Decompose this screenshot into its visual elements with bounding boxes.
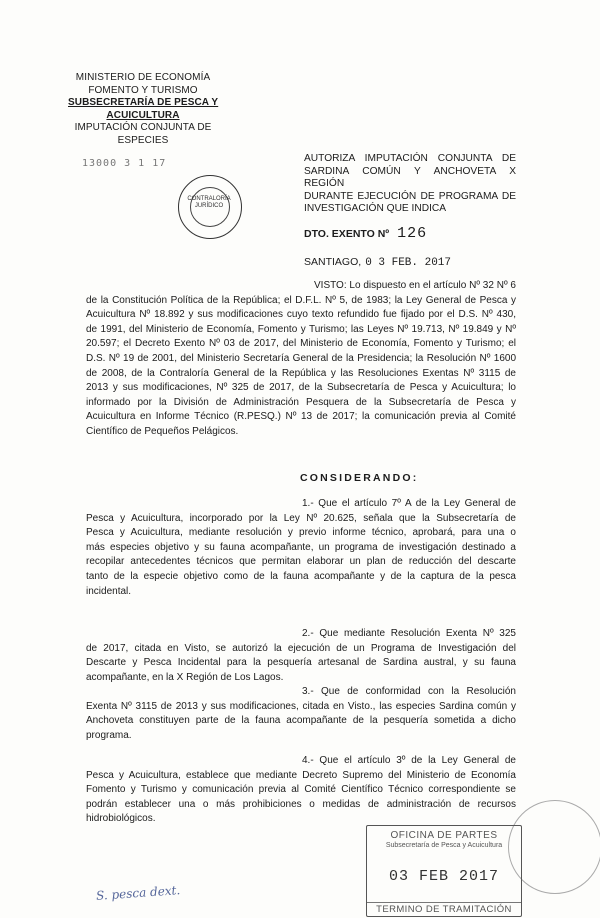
title-line4: INVESTIGACIÓN QUE INDICA xyxy=(304,203,447,214)
visto-line: 20.597; el Decreto Exento Nº 03 de 2017, del Ministerio de Economía, Fomento y Turismo; el xyxy=(86,338,516,350)
paragraph-line: más especies objetivo y su fauna acompañante, un programa de investigación destinado a xyxy=(86,541,516,553)
paragraph-line: podrán establecer una o más prohibiciones o medidas de administración de recursos xyxy=(86,798,516,810)
visto-line: VISTO: Lo dispuesto en el artículo Nº 32 Nº 6 xyxy=(314,280,516,291)
handwritten-note: S. pesca dext. xyxy=(95,883,181,903)
title-line3: DURANTE EJECUCIÓN DE PROGRAMA DE xyxy=(304,190,516,202)
paragraph-line: programa. xyxy=(86,729,132,741)
seal-text xyxy=(180,196,238,210)
paragraph-line: hidrobiológicos. xyxy=(86,813,156,825)
decree-number-value: 126 xyxy=(397,225,428,242)
subsecretaria-line2: ACUICULTURA xyxy=(106,109,180,121)
visto-line: de 2008, de la Contraloría General de la República y las Resoluciones Exentas Nº 3115 de xyxy=(86,367,516,379)
paragraph-line: 4.- Que el artículo 3º de la Ley General de xyxy=(302,755,516,766)
decree-label: DTO. EXENTO Nº xyxy=(304,228,390,240)
paragraph-line: acompañante, en la X Región de Los Lagos. xyxy=(86,671,284,683)
document-title xyxy=(304,153,516,216)
seal-text-line2: JURÍDICO xyxy=(194,203,224,209)
considerando-paragraph-3 xyxy=(86,685,516,743)
title-line2: SARDINA COMÚN Y ANCHOVETA X REGIÓN xyxy=(304,165,516,189)
paragraph-line: Pesca y Acuicultura, establece que mediante Decreto Supremo del Ministerio de Economía xyxy=(86,769,516,781)
stamp-office: OFICINA DE PARTES xyxy=(390,830,498,841)
subsecretaria-line1: SUBSECRETARÍA DE PESCA Y xyxy=(68,97,219,108)
paragraph-line: Fomento y Turismo y comunicación previa al Comité Científico Técnico correspondiente se xyxy=(86,784,516,796)
title-line1: AUTORIZA IMPUTACIÓN CONJUNTA DE xyxy=(304,153,516,164)
place-city: SANTIAGO, xyxy=(304,256,362,268)
ministry-name-line1: MINISTERIO DE ECONOMÍA xyxy=(75,72,211,83)
considerando-paragraph-4 xyxy=(86,754,516,827)
paragraph-line: incidental. xyxy=(86,585,132,597)
visto-line: Acuicultura Nº 18.892 y sus modificaciones cuyo texto refundido fue fijado por el D.S. Nº 430, xyxy=(86,309,516,321)
handwritten-file-number: 13000 3 1 17 xyxy=(82,158,167,169)
considerando-paragraph-1 xyxy=(86,497,516,599)
paragraph-line: Pesca y Acuicultura, mediante resolución y previo informe técnico, aprobará, para una o xyxy=(86,527,516,539)
stamp-footer: TERMINO DE TRAMITACIÓN xyxy=(367,902,521,915)
paragraph-line: tanto de la especie objetivo como de la fauna acompañante y de la captura de la pesca xyxy=(86,570,516,582)
ministry-header xyxy=(68,72,218,147)
place-date xyxy=(304,256,451,269)
paragraph-line: 3.- Que de conformidad con la Resolución xyxy=(302,686,516,697)
paragraph-line: recopilar antecedentes técnicos que permitan elaborar un plan de reducción del descarte xyxy=(86,556,516,568)
ministry-name-line2: FOMENTO Y TURISMO xyxy=(88,84,198,96)
visto-line: informado por la División de Administración Pesquera de la Subsecretaría de Pesca y xyxy=(86,396,516,408)
visto-line: Acuicultura en Informe Técnico (R.PESQ.) Nº 13 de 2017; la comunicación previa al Comité xyxy=(86,411,516,423)
visto-paragraph xyxy=(86,279,516,440)
visto-line: de 1991, del Ministerio de Economía, Fomento y Turismo; las Leyes Nº 19.713, Nº 19.849 y Nº xyxy=(86,323,516,335)
paragraph-line: Descarte y Pesca Incidental para la pesquería artesanal de Sardina austral, y su fauna xyxy=(86,657,516,669)
paragraph-line: 1.- Que el artículo 7º A de la Ley General de xyxy=(302,498,516,509)
visto-line: Científico de Pequeños Pelágicos. xyxy=(86,425,239,437)
visto-line: D.S. Nº 19 de 2001, del Ministerio Secretaría General de la Presidencia; la Resolución Nº 1600 xyxy=(86,352,516,364)
considerando-heading: CONSIDERANDO: xyxy=(300,472,419,484)
place-date-value: 0 3 FEB. 2017 xyxy=(365,257,452,269)
oficina-de-partes-stamp xyxy=(366,825,522,917)
paragraph-line: Anchoveta constituyen parte de la fauna acompañante de la pesquería sometida a dicho xyxy=(86,715,516,727)
paragraph-line: Pesca y Acuicultura, incorporado por la Ley Nº 20.625, señala que la Subsecretaría de xyxy=(86,512,516,524)
seal-text-line1: CONTRALORÍA xyxy=(187,196,231,202)
visto-line: 2013 y sus modificaciones, Nº 325 de 2017, de la Subsecretaría de Pesca y Acuicultura; lo xyxy=(86,382,516,394)
paragraph-line: de 2017, citada en Visto, se autorizó la ejecución de un Programa de Investigación del xyxy=(86,642,516,654)
decree-number xyxy=(304,225,427,242)
imputacion-line1: IMPUTACIÓN CONJUNTA DE xyxy=(74,122,212,133)
stamp-subsecretaria: Subsecretaría de Pesca y Acuicultura xyxy=(385,842,503,849)
stamp-date: 03 FEB 2017 xyxy=(388,868,500,885)
paragraph-line: Exenta Nº 3115 de 2013 y sus modificaciones, citada en Visto., las especies Sardina común y xyxy=(86,700,516,712)
considerando-paragraph-2 xyxy=(86,627,516,685)
paragraph-line: 2.- Que mediante Resolución Exenta Nº 325 xyxy=(302,628,516,639)
visto-line: de la Constitución Política de la República; el D.F.L. Nº 5, de 1983; la Ley General de Pesca y xyxy=(86,294,516,306)
imputacion-line2: ESPECIES xyxy=(117,134,169,146)
